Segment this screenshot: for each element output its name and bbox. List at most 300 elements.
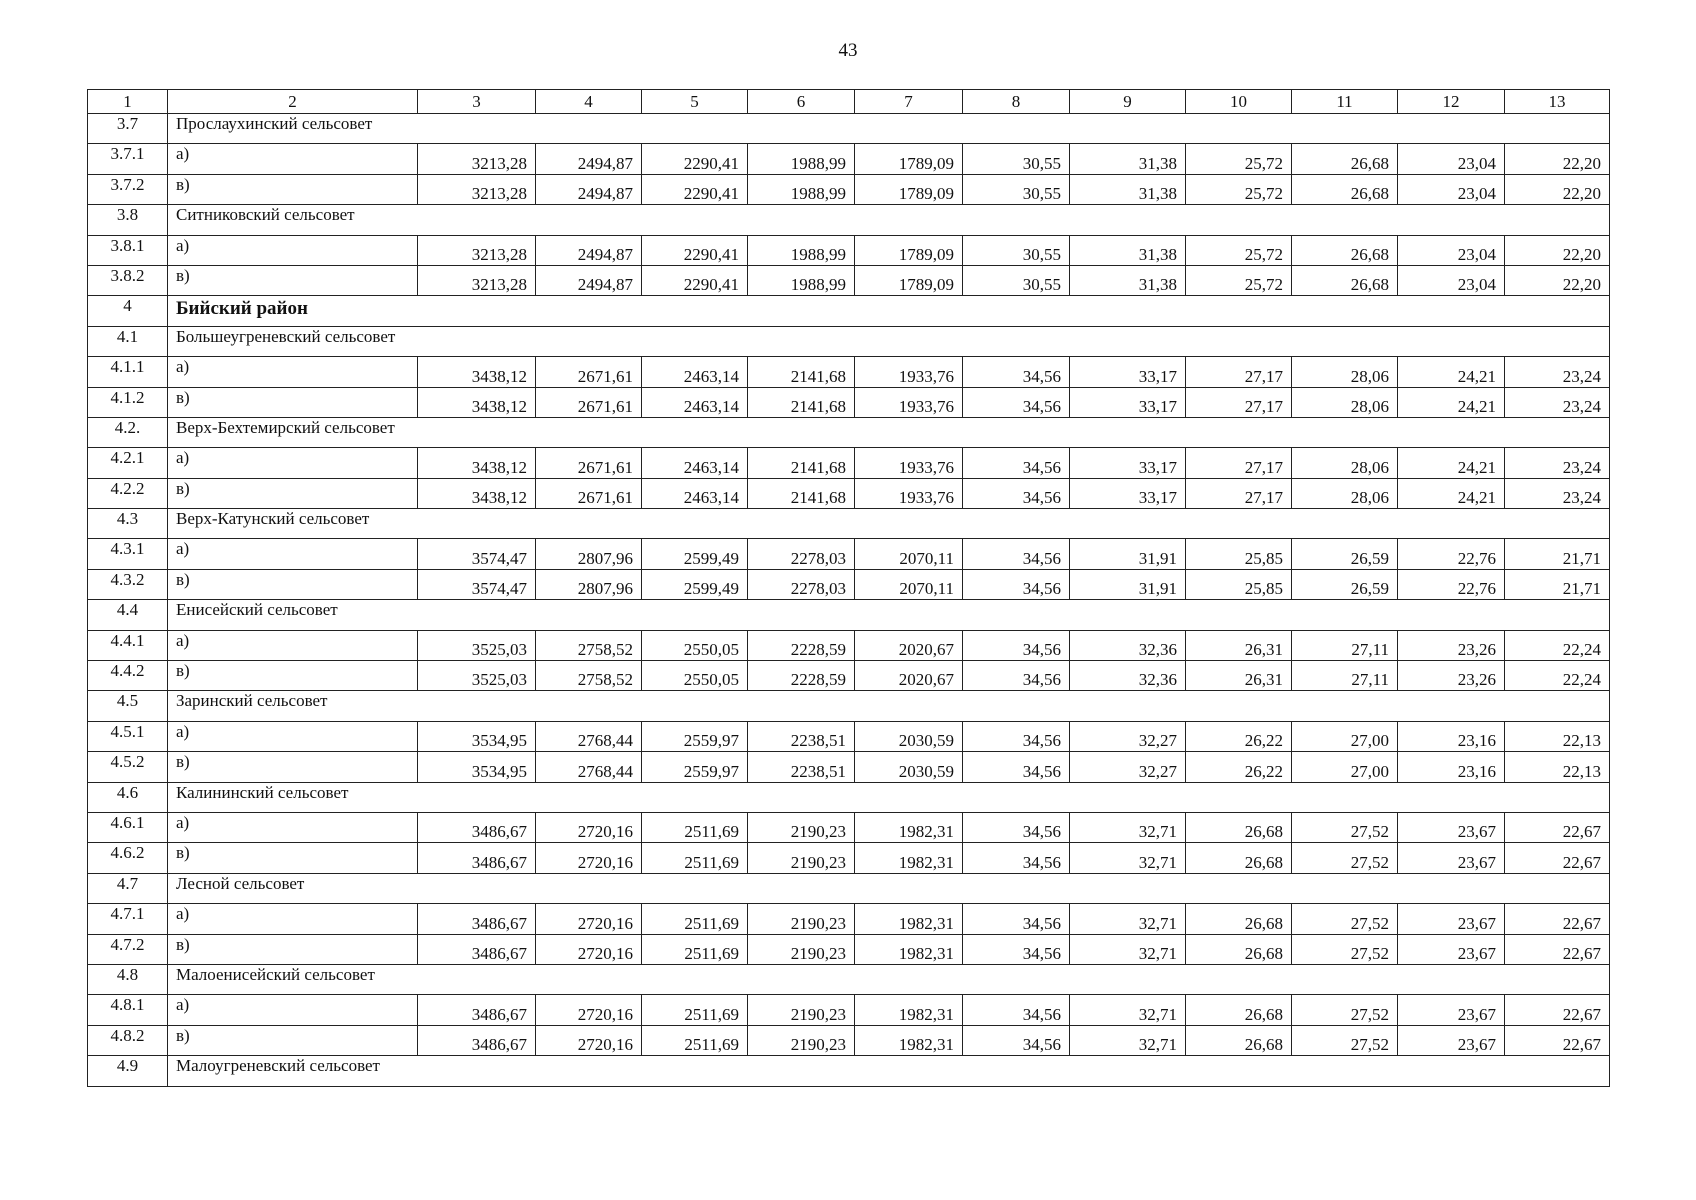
table-row	[88, 904, 1610, 934]
value-cell: 28,06	[1292, 387, 1398, 417]
value-cell: 27,52	[1292, 995, 1398, 1025]
value-cell: 27,00	[1292, 721, 1398, 751]
row-number: 4.5	[88, 691, 168, 721]
value-cell: 2671,61	[536, 387, 642, 417]
value-cell: 2494,87	[536, 144, 642, 174]
value-cell: 23,67	[1398, 812, 1505, 842]
value-cell: 33,17	[1070, 448, 1186, 478]
value-cell: 27,17	[1186, 387, 1292, 417]
value-cell: 2278,03	[748, 539, 855, 569]
table-row	[88, 995, 1610, 1025]
value-cell: 3438,12	[418, 478, 536, 508]
value-cell: 30,55	[963, 235, 1070, 265]
row-number: 4.1.2	[88, 387, 168, 417]
row-label: в)	[168, 265, 418, 295]
value-cell: 28,06	[1292, 357, 1398, 387]
value-cell: 3486,67	[418, 812, 536, 842]
value-cell: 3486,67	[418, 904, 536, 934]
value-cell: 31,38	[1070, 235, 1186, 265]
row-label: а)	[168, 144, 418, 174]
value-cell: 3534,95	[418, 752, 536, 782]
value-cell: 2807,96	[536, 539, 642, 569]
value-cell: 23,16	[1398, 721, 1505, 751]
value-cell: 22,67	[1505, 1025, 1610, 1055]
value-cell: 2599,49	[642, 539, 748, 569]
value-cell: 2463,14	[642, 387, 748, 417]
value-cell: 2290,41	[642, 235, 748, 265]
value-cell: 2020,67	[855, 630, 963, 660]
section-row	[88, 205, 1610, 235]
value-cell: 27,17	[1186, 448, 1292, 478]
value-cell: 34,56	[963, 539, 1070, 569]
row-number: 4.7	[88, 873, 168, 903]
value-cell: 1933,76	[855, 448, 963, 478]
value-cell: 1789,09	[855, 235, 963, 265]
value-cell: 31,38	[1070, 265, 1186, 295]
value-cell: 26,31	[1186, 630, 1292, 660]
value-cell: 33,17	[1070, 357, 1186, 387]
value-cell: 2190,23	[748, 995, 855, 1025]
row-number: 3.7.1	[88, 144, 168, 174]
value-cell: 25,85	[1186, 539, 1292, 569]
value-cell: 2070,11	[855, 569, 963, 599]
row-number: 4.1	[88, 326, 168, 356]
value-cell: 2020,67	[855, 661, 963, 691]
value-cell: 2511,69	[642, 843, 748, 873]
value-cell: 2559,97	[642, 721, 748, 751]
value-cell: 23,26	[1398, 661, 1505, 691]
value-cell: 2720,16	[536, 1025, 642, 1055]
value-cell: 2671,61	[536, 478, 642, 508]
value-cell: 2511,69	[642, 934, 748, 964]
table-row	[88, 448, 1610, 478]
value-cell: 34,56	[963, 721, 1070, 751]
value-cell: 26,68	[1292, 174, 1398, 204]
value-cell: 2511,69	[642, 812, 748, 842]
row-number: 4.3.1	[88, 539, 168, 569]
section-row	[88, 326, 1610, 356]
row-label: а)	[168, 995, 418, 1025]
row-number: 4.5.1	[88, 721, 168, 751]
value-cell: 2494,87	[536, 174, 642, 204]
value-cell: 26,68	[1292, 144, 1398, 174]
value-cell: 1988,99	[748, 265, 855, 295]
value-cell: 2720,16	[536, 995, 642, 1025]
value-cell: 25,72	[1186, 235, 1292, 265]
value-cell: 2720,16	[536, 904, 642, 934]
row-label: в)	[168, 174, 418, 204]
column-number-header: 10	[1186, 90, 1292, 114]
value-cell: 2238,51	[748, 752, 855, 782]
section-title: Ситниковский сельсовет	[168, 205, 1610, 235]
value-cell: 3534,95	[418, 721, 536, 751]
value-cell: 3438,12	[418, 357, 536, 387]
section-row	[88, 600, 1610, 630]
value-cell: 3486,67	[418, 995, 536, 1025]
value-cell: 24,21	[1398, 448, 1505, 478]
value-cell: 23,24	[1505, 357, 1610, 387]
value-cell: 2190,23	[748, 843, 855, 873]
value-cell: 23,67	[1398, 843, 1505, 873]
value-cell: 25,72	[1186, 265, 1292, 295]
section-title: Прослаухинский сельсовет	[168, 114, 1610, 144]
value-cell: 1988,99	[748, 144, 855, 174]
row-number: 4.6.2	[88, 843, 168, 873]
section-title: Верх-Катунский сельсовет	[168, 509, 1610, 539]
value-cell: 32,71	[1070, 904, 1186, 934]
value-cell: 24,21	[1398, 357, 1505, 387]
value-cell: 3574,47	[418, 539, 536, 569]
value-cell: 1982,31	[855, 1025, 963, 1055]
value-cell: 3574,47	[418, 569, 536, 599]
value-cell: 2720,16	[536, 934, 642, 964]
value-cell: 30,55	[963, 265, 1070, 295]
value-cell: 32,36	[1070, 661, 1186, 691]
value-cell: 23,24	[1505, 478, 1610, 508]
row-number: 4.1.1	[88, 357, 168, 387]
value-cell: 2671,61	[536, 357, 642, 387]
district-row	[88, 296, 1610, 326]
value-cell: 3213,28	[418, 235, 536, 265]
value-cell: 2768,44	[536, 752, 642, 782]
value-cell: 2550,05	[642, 661, 748, 691]
value-cell: 2141,68	[748, 478, 855, 508]
row-number: 4.9	[88, 1056, 168, 1086]
value-cell: 32,71	[1070, 812, 1186, 842]
value-cell: 26,68	[1292, 265, 1398, 295]
section-title: Калининский сельсовет	[168, 782, 1610, 812]
value-cell: 22,13	[1505, 721, 1610, 751]
value-cell: 32,71	[1070, 1025, 1186, 1055]
value-cell: 34,56	[963, 630, 1070, 660]
row-number: 4.7.2	[88, 934, 168, 964]
value-cell: 25,85	[1186, 569, 1292, 599]
row-number: 4.4.2	[88, 661, 168, 691]
value-cell: 23,67	[1398, 934, 1505, 964]
value-cell: 23,67	[1398, 904, 1505, 934]
column-number-header: 2	[168, 90, 418, 114]
table-row	[88, 387, 1610, 417]
value-cell: 2550,05	[642, 630, 748, 660]
table-row	[88, 752, 1610, 782]
row-number: 4.3	[88, 509, 168, 539]
value-cell: 2720,16	[536, 812, 642, 842]
section-row	[88, 873, 1610, 903]
value-cell: 32,71	[1070, 934, 1186, 964]
value-cell: 31,38	[1070, 144, 1186, 174]
value-cell: 27,52	[1292, 934, 1398, 964]
value-cell: 22,24	[1505, 630, 1610, 660]
value-cell: 31,38	[1070, 174, 1186, 204]
row-label: а)	[168, 448, 418, 478]
column-number-header: 11	[1292, 90, 1398, 114]
row-label: в)	[168, 478, 418, 508]
value-cell: 34,56	[963, 448, 1070, 478]
value-cell: 28,06	[1292, 478, 1398, 508]
column-number-header: 7	[855, 90, 963, 114]
row-label: в)	[168, 661, 418, 691]
row-number: 4.7.1	[88, 904, 168, 934]
row-label: а)	[168, 235, 418, 265]
value-cell: 1982,31	[855, 934, 963, 964]
value-cell: 23,16	[1398, 752, 1505, 782]
value-cell: 27,17	[1186, 478, 1292, 508]
column-number-header: 1	[88, 90, 168, 114]
section-title: Лесной сельсовет	[168, 873, 1610, 903]
row-number: 4.3.2	[88, 569, 168, 599]
value-cell: 22,76	[1398, 539, 1505, 569]
value-cell: 32,27	[1070, 721, 1186, 751]
value-cell: 22,67	[1505, 904, 1610, 934]
value-cell: 2599,49	[642, 569, 748, 599]
column-number-header: 12	[1398, 90, 1505, 114]
value-cell: 31,91	[1070, 539, 1186, 569]
value-cell: 3213,28	[418, 265, 536, 295]
value-cell: 34,56	[963, 752, 1070, 782]
value-cell: 23,26	[1398, 630, 1505, 660]
table-row	[88, 235, 1610, 265]
value-cell: 22,20	[1505, 265, 1610, 295]
value-cell: 26,22	[1186, 752, 1292, 782]
row-label: а)	[168, 904, 418, 934]
table-row	[88, 1025, 1610, 1055]
row-number: 3.8.1	[88, 235, 168, 265]
value-cell: 1933,76	[855, 387, 963, 417]
value-cell: 34,56	[963, 843, 1070, 873]
value-cell: 3213,28	[418, 144, 536, 174]
value-cell: 23,67	[1398, 1025, 1505, 1055]
value-cell: 27,11	[1292, 630, 1398, 660]
value-cell: 28,06	[1292, 448, 1398, 478]
value-cell: 1988,99	[748, 235, 855, 265]
section-row	[88, 417, 1610, 447]
row-number: 4.2.1	[88, 448, 168, 478]
value-cell: 26,68	[1186, 1025, 1292, 1055]
value-cell: 2190,23	[748, 934, 855, 964]
value-cell: 1988,99	[748, 174, 855, 204]
row-label: в)	[168, 752, 418, 782]
value-cell: 2141,68	[748, 357, 855, 387]
value-cell: 2758,52	[536, 630, 642, 660]
value-cell: 21,71	[1505, 539, 1610, 569]
header-row	[88, 90, 1610, 114]
row-label: а)	[168, 539, 418, 569]
row-label: в)	[168, 387, 418, 417]
table-body	[88, 90, 1610, 1087]
value-cell: 1789,09	[855, 265, 963, 295]
value-cell: 27,11	[1292, 661, 1398, 691]
value-cell: 1982,31	[855, 812, 963, 842]
value-cell: 2190,23	[748, 812, 855, 842]
value-cell: 26,59	[1292, 539, 1398, 569]
row-number: 4.8.2	[88, 1025, 168, 1055]
value-cell: 27,52	[1292, 843, 1398, 873]
value-cell: 23,04	[1398, 235, 1505, 265]
row-number: 3.8	[88, 205, 168, 235]
value-cell: 2141,68	[748, 387, 855, 417]
value-cell: 3438,12	[418, 387, 536, 417]
row-label: а)	[168, 812, 418, 842]
value-cell: 3486,67	[418, 843, 536, 873]
value-cell: 23,04	[1398, 174, 1505, 204]
value-cell: 2238,51	[748, 721, 855, 751]
value-cell: 32,71	[1070, 995, 1186, 1025]
column-number-header: 13	[1505, 90, 1610, 114]
value-cell: 2278,03	[748, 569, 855, 599]
value-cell: 23,24	[1505, 387, 1610, 417]
value-cell: 26,68	[1186, 995, 1292, 1025]
tariff-table	[87, 89, 1610, 1087]
value-cell: 1982,31	[855, 843, 963, 873]
value-cell: 2511,69	[642, 904, 748, 934]
value-cell: 1933,76	[855, 478, 963, 508]
section-row	[88, 1056, 1610, 1086]
column-number-header: 4	[536, 90, 642, 114]
page-number: 43	[838, 40, 858, 61]
value-cell: 2463,14	[642, 448, 748, 478]
row-label: а)	[168, 630, 418, 660]
column-number-header: 9	[1070, 90, 1186, 114]
table-row	[88, 934, 1610, 964]
value-cell: 1933,76	[855, 357, 963, 387]
value-cell: 26,68	[1292, 235, 1398, 265]
value-cell: 2559,97	[642, 752, 748, 782]
value-cell: 3486,67	[418, 1025, 536, 1055]
row-label: в)	[168, 1025, 418, 1055]
value-cell: 24,21	[1398, 387, 1505, 417]
table-row	[88, 478, 1610, 508]
section-row	[88, 691, 1610, 721]
value-cell: 33,17	[1070, 387, 1186, 417]
value-cell: 2494,87	[536, 235, 642, 265]
value-cell: 2671,61	[536, 448, 642, 478]
value-cell: 2190,23	[748, 904, 855, 934]
value-cell: 34,56	[963, 661, 1070, 691]
value-cell: 1982,31	[855, 995, 963, 1025]
value-cell: 22,20	[1505, 174, 1610, 204]
value-cell: 32,71	[1070, 843, 1186, 873]
value-cell: 2768,44	[536, 721, 642, 751]
value-cell: 26,68	[1186, 934, 1292, 964]
value-cell: 25,72	[1186, 144, 1292, 174]
value-cell: 34,56	[963, 569, 1070, 599]
row-number: 4.2.	[88, 417, 168, 447]
row-number: 3.8.2	[88, 265, 168, 295]
value-cell: 23,67	[1398, 995, 1505, 1025]
value-cell: 22,24	[1505, 661, 1610, 691]
value-cell: 2228,59	[748, 661, 855, 691]
table-row	[88, 630, 1610, 660]
value-cell: 34,56	[963, 904, 1070, 934]
value-cell: 2463,14	[642, 357, 748, 387]
row-number: 4	[88, 296, 168, 326]
value-cell: 2290,41	[642, 144, 748, 174]
row-label: а)	[168, 721, 418, 751]
row-label: в)	[168, 569, 418, 599]
value-cell: 32,27	[1070, 752, 1186, 782]
value-cell: 2228,59	[748, 630, 855, 660]
table-row	[88, 265, 1610, 295]
value-cell: 34,56	[963, 387, 1070, 417]
value-cell: 2807,96	[536, 569, 642, 599]
value-cell: 27,52	[1292, 1025, 1398, 1055]
value-cell: 22,13	[1505, 752, 1610, 782]
row-label: в)	[168, 843, 418, 873]
value-cell: 2511,69	[642, 1025, 748, 1055]
value-cell: 34,56	[963, 995, 1070, 1025]
value-cell: 2030,59	[855, 752, 963, 782]
value-cell: 26,31	[1186, 661, 1292, 691]
value-cell: 32,36	[1070, 630, 1186, 660]
district-title: Бийский район	[168, 296, 1610, 326]
row-number: 4.6.1	[88, 812, 168, 842]
value-cell: 2494,87	[536, 265, 642, 295]
value-cell: 3438,12	[418, 448, 536, 478]
value-cell: 22,67	[1505, 843, 1610, 873]
section-title: Малоенисейский сельсовет	[168, 964, 1610, 994]
table-row	[88, 812, 1610, 842]
value-cell: 3525,03	[418, 630, 536, 660]
value-cell: 25,72	[1186, 174, 1292, 204]
value-cell: 30,55	[963, 174, 1070, 204]
value-cell: 2290,41	[642, 174, 748, 204]
section-title: Большеугреневский сельсовет	[168, 326, 1610, 356]
value-cell: 34,56	[963, 812, 1070, 842]
row-number: 4.8	[88, 964, 168, 994]
table-row	[88, 661, 1610, 691]
value-cell: 22,67	[1505, 812, 1610, 842]
row-label: в)	[168, 934, 418, 964]
value-cell: 22,76	[1398, 569, 1505, 599]
value-cell: 2141,68	[748, 448, 855, 478]
table-row	[88, 569, 1610, 599]
table-row	[88, 539, 1610, 569]
value-cell: 34,56	[963, 1025, 1070, 1055]
value-cell: 2463,14	[642, 478, 748, 508]
section-title: Заринский сельсовет	[168, 691, 1610, 721]
section-row	[88, 964, 1610, 994]
value-cell: 2290,41	[642, 265, 748, 295]
value-cell: 30,55	[963, 144, 1070, 174]
value-cell: 26,68	[1186, 812, 1292, 842]
value-cell: 22,20	[1505, 144, 1610, 174]
value-cell: 2190,23	[748, 1025, 855, 1055]
column-number-header: 8	[963, 90, 1070, 114]
value-cell: 2758,52	[536, 661, 642, 691]
value-cell: 1789,09	[855, 144, 963, 174]
table-row	[88, 144, 1610, 174]
section-row	[88, 509, 1610, 539]
value-cell: 23,04	[1398, 265, 1505, 295]
value-cell: 34,56	[963, 357, 1070, 387]
value-cell: 26,68	[1186, 904, 1292, 934]
value-cell: 3486,67	[418, 934, 536, 964]
section-title: Верх-Бехтемирский сельсовет	[168, 417, 1610, 447]
table-row	[88, 721, 1610, 751]
value-cell: 22,20	[1505, 235, 1610, 265]
value-cell: 2511,69	[642, 995, 748, 1025]
value-cell: 3213,28	[418, 174, 536, 204]
value-cell: 22,67	[1505, 995, 1610, 1025]
row-number: 4.2.2	[88, 478, 168, 508]
value-cell: 2030,59	[855, 721, 963, 751]
row-label: а)	[168, 357, 418, 387]
value-cell: 23,24	[1505, 448, 1610, 478]
value-cell: 26,59	[1292, 569, 1398, 599]
table-row	[88, 357, 1610, 387]
value-cell: 27,52	[1292, 812, 1398, 842]
value-cell: 34,56	[963, 478, 1070, 508]
